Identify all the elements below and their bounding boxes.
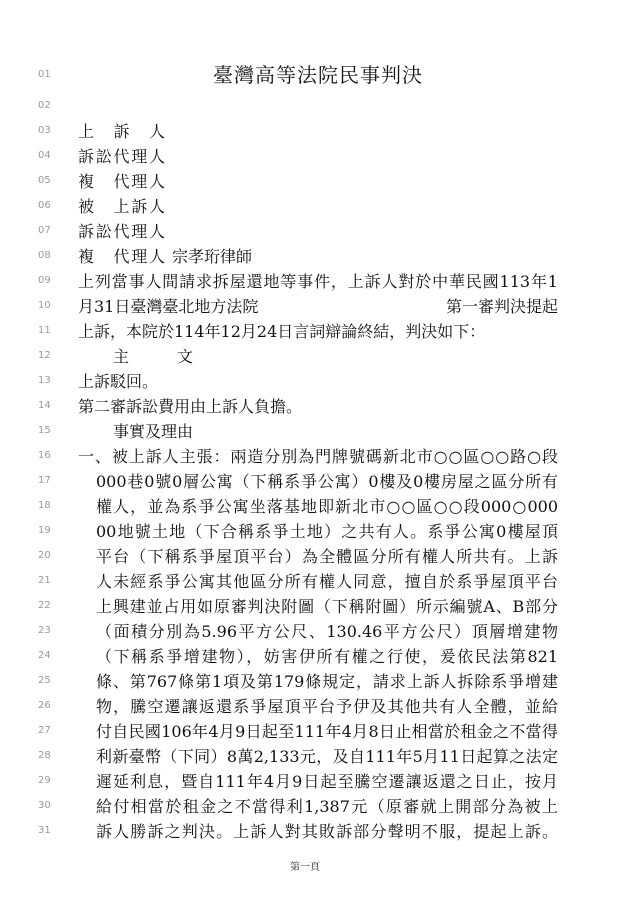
line-14 — [0, 394, 640, 419]
paragraph-line: 00地號土地（下合稱系爭土地）之共有人。系爭公寓0樓屋頂 — [96, 521, 558, 541]
line-09 — [0, 269, 640, 294]
paragraph-line: 上興建並占用如原審判決附圖（下稱附圖）所示編號A、B部分 — [96, 596, 558, 616]
line-17 — [0, 469, 640, 494]
line-number: 11 — [38, 325, 51, 336]
line-31 — [0, 819, 640, 844]
party-line — [78, 194, 558, 219]
line-21 — [0, 569, 640, 594]
paragraph-line: 利新臺幣（下同）8萬2,133元，及自111年5月11日起算之法定 — [96, 746, 558, 766]
party-line — [78, 144, 558, 169]
line-number: 24 — [38, 650, 51, 661]
party-line — [78, 169, 558, 194]
appellee-label: 被 上訴人 — [78, 196, 165, 216]
line-06 — [0, 194, 640, 219]
line-26 — [0, 694, 640, 719]
paragraph-line: 給付相當於租金之不當得利1,387元（原審就上開部分為被上 — [96, 796, 558, 816]
line-25 — [0, 669, 640, 694]
paragraph-line: 付自民國106年4月9日起至111年4月8日止相當於租金之不當得 — [96, 721, 558, 741]
line-number: 05 — [38, 175, 51, 186]
paragraph-line: 遲延利息，暨自111年4月9日起至騰空遷讓返還之日止，按月 — [96, 771, 558, 791]
appellant-sub-counsel-label: 複 代理人 — [78, 171, 165, 191]
line-number: 25 — [38, 675, 51, 686]
preamble-line: 上列當事人間請求拆屋還地等事件，上訴人對於中華民國113年1 — [78, 271, 558, 291]
party-line — [78, 119, 558, 144]
line-number: 07 — [38, 225, 51, 236]
line-number: 12 — [38, 350, 51, 361]
line-number: 15 — [38, 425, 51, 436]
line-number: 23 — [38, 625, 51, 636]
line-number: 19 — [38, 525, 51, 536]
preamble-judgment-text: 第一審判決提起 — [445, 296, 558, 316]
line-number: 13 — [38, 375, 51, 386]
line-07 — [0, 219, 640, 244]
appellee-sub-counsel-label: 複 代理人 — [78, 246, 165, 266]
line-08 — [0, 244, 640, 269]
line-10 — [0, 294, 640, 319]
appellant-label: 上 訴 人 — [78, 121, 165, 141]
paragraph-line: 物，騰空遷讓返還系爭屋頂平台予伊及其他共有人全體，並給 — [96, 696, 558, 716]
line-29 — [0, 769, 640, 794]
line-number: 29 — [38, 775, 51, 786]
paragraph-line: 條、第767條第1項及第179條規定，請求上訴人拆除系爭增建 — [96, 671, 558, 691]
appellee-counsel-label: 訴訟代理人 — [78, 221, 165, 241]
line-number: 31 — [38, 825, 51, 836]
paragraph-line: 一、被上訴人主張：兩造分別為門牌號碼新北市○○區○○路○段 — [78, 446, 558, 466]
main-text-item: 上訴駁回。 — [78, 371, 159, 391]
line-30 — [0, 794, 640, 819]
line-number: 10 — [38, 300, 51, 311]
line-number: 01 — [38, 69, 51, 80]
line-16 — [0, 444, 640, 469]
document-title: 臺灣高等法院民事判決 — [213, 63, 423, 87]
main-text-item: 第二審訴訟費用由上訴人負擔。 — [78, 396, 303, 416]
line-23 — [0, 619, 640, 644]
line-19 — [0, 519, 640, 544]
facts-and-reasons-heading: 事實及理由 — [113, 421, 194, 441]
line-number: 16 — [38, 450, 51, 461]
line-18 — [0, 494, 640, 519]
page-footer: 第一頁 — [290, 862, 320, 873]
paragraph-line: 訴人勝訴之判決。上訴人對其敗訴部分聲明不服，提起上訴。 — [96, 821, 558, 841]
line-number: 18 — [38, 500, 51, 511]
blank-line — [78, 94, 558, 119]
line-number: 26 — [38, 700, 51, 711]
line-20 — [0, 544, 640, 569]
line-number: 20 — [38, 550, 51, 561]
line-number: 14 — [38, 400, 51, 411]
line-02 — [0, 94, 640, 119]
appellee-sub-counsel-name: 宗孝珩律師 — [172, 246, 253, 266]
line-number: 08 — [38, 250, 51, 261]
party-line — [78, 244, 558, 269]
line-24 — [0, 644, 640, 669]
line-number: 28 — [38, 750, 51, 761]
line-number: 03 — [38, 125, 51, 136]
paragraph-line: （下稱系爭增建物），妨害伊所有權之行使，爰依民法第821 — [96, 646, 558, 666]
line-number: 30 — [38, 800, 51, 811]
party-line — [78, 219, 558, 244]
paragraph-line: （面積分別為5.96平方公尺、130.46平方公尺）頂層增建物 — [96, 621, 558, 641]
preamble-court-text: 月31日臺灣臺北地方法院 — [78, 296, 259, 316]
line-number: 02 — [38, 100, 51, 111]
paragraph-line: 000巷0號0層公寓（下稱系爭公寓）0樓及0樓房屋之區分所有 — [96, 471, 558, 491]
line-04 — [0, 144, 640, 169]
line-05 — [0, 169, 640, 194]
line-number: 04 — [38, 150, 51, 161]
paragraph-line: 人未經系爭公寓其他區分所有權人同意，擅自於系爭屋頂平台 — [96, 571, 558, 591]
line-number: 27 — [38, 725, 51, 736]
preamble-line: 上訴，本院於114年12月24日言詞辯論終結，判決如下： — [78, 321, 486, 341]
line-22 — [0, 594, 640, 619]
line-13 — [0, 369, 640, 394]
line-12 — [0, 344, 640, 369]
line-number: 21 — [38, 575, 51, 586]
paragraph-line: 權人，並為系爭公寓坐落基地即新北市○○區○○段000○000 — [96, 496, 558, 516]
line-number: 17 — [38, 475, 51, 486]
line-15 — [0, 419, 640, 444]
line-number: 22 — [38, 600, 51, 611]
preamble-line — [78, 294, 558, 319]
paragraph-line: 平台（下稱系爭屋頂平台）為全體區分所有權人所共有。上訴 — [96, 546, 558, 566]
line-03 — [0, 119, 640, 144]
line-27 — [0, 719, 640, 744]
line-number: 09 — [38, 275, 51, 286]
appellant-counsel-label: 訴訟代理人 — [78, 146, 165, 166]
line-number: 06 — [38, 200, 51, 211]
main-text-heading: 主 文 — [113, 346, 194, 366]
line-11 — [0, 319, 640, 344]
line-01 — [0, 60, 640, 90]
line-28 — [0, 744, 640, 769]
